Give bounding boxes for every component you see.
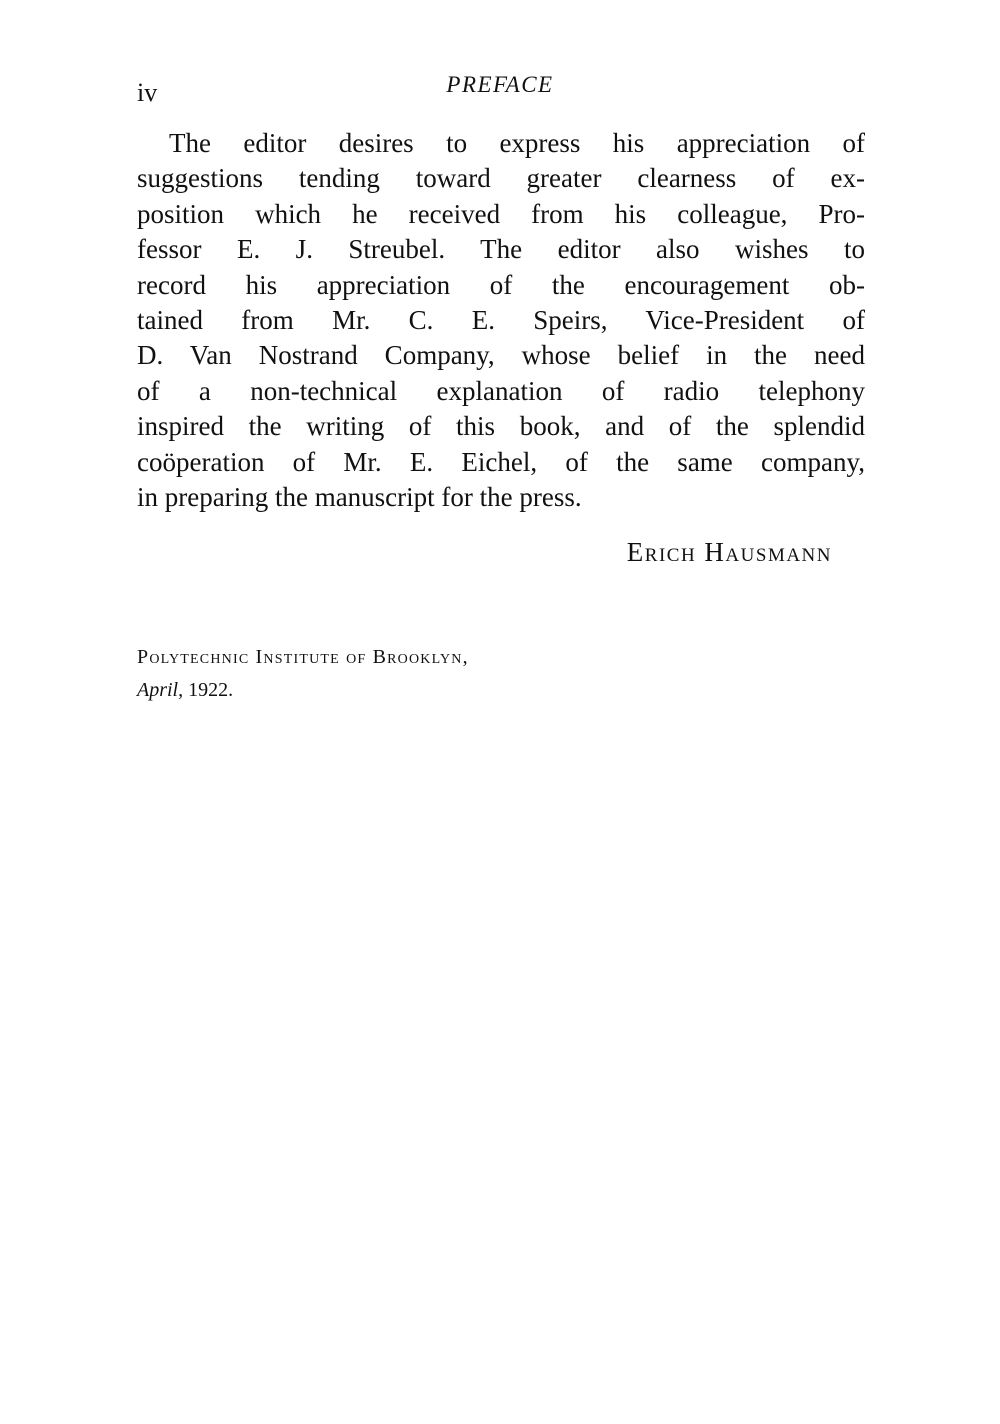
date-year: 1922. [188, 679, 234, 701]
paragraph-line: The editor desires to express his appreciation of [169, 128, 865, 158]
page-number: iv [137, 78, 158, 107]
paragraph-line: of a non-technical explanation of radio telephony [137, 375, 865, 406]
paragraph-line: tained from Mr. C. E. Speirs, Vice-President of [137, 305, 865, 336]
paragraph-line: position which he received from his colleague, Pro- [137, 198, 865, 229]
date-line [137, 675, 233, 705]
institution-line: Polytechnic Institute of Brooklyn, [137, 646, 469, 668]
date-month: April, [137, 679, 184, 701]
preface-paragraph [137, 126, 865, 515]
paragraph-line: coöperation of Mr. E. Eichel, of the same company, [137, 446, 865, 477]
running-head: PREFACE [446, 72, 554, 97]
paragraph-line: suggestions tending toward greater clearness of ex- [137, 163, 865, 194]
paragraph-line: record his appreciation of the encouragement ob- [137, 269, 865, 300]
paragraph-line: fessor E. J. Streubel. The editor also wishes to [137, 234, 865, 265]
paragraph-line: in preparing the manuscript for the press. [137, 482, 582, 513]
author-signature: Erich Hausmann [626, 537, 832, 567]
paragraph-line: inspired the writing of this book, and of the splendid [137, 411, 865, 442]
paragraph-line: D. Van Nostrand Company, whose belief in the need [137, 340, 865, 371]
